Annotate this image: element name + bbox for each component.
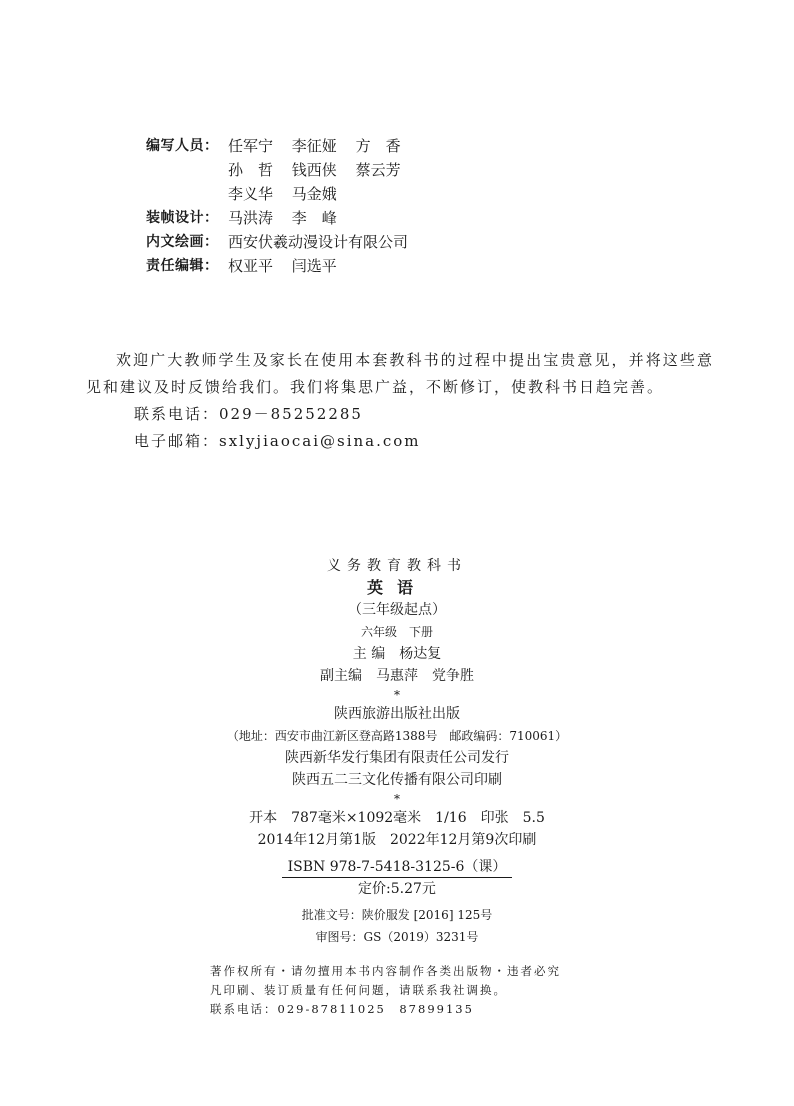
feedback-email: 电子邮箱：sxlyjiaocai@sina.com [134, 432, 421, 450]
credit-label: 装帧设计： [146, 210, 219, 226]
credit-row [146, 182, 422, 206]
credit-name: 西安伏羲动漫设计有限公司 [228, 233, 409, 251]
credit-name: 权亚平 [228, 257, 274, 275]
feedback-section [86, 347, 714, 455]
book-subtitle: （三年级起点） [348, 602, 446, 618]
credit-label [146, 158, 228, 182]
publisher: 陕西旅游出版社出版 [334, 706, 460, 722]
credit-row [146, 158, 422, 182]
credit-row [146, 134, 422, 158]
credit-label: 编写人员： [146, 138, 219, 154]
feedback-paragraph: 欢迎广大教师学生及家长在使用本套教科书的过程中提出宝贵意见，并将这些意见和建议及时反馈给我们。我们将集思广益，不断修订，使教科书日趋完善。 [86, 351, 714, 396]
separator-star: * [394, 688, 400, 702]
credit-name: 蔡云芳 [355, 161, 401, 179]
credit-row [146, 254, 422, 278]
isbn: ISBN 978-7-5418-3125-6（课） [282, 857, 513, 878]
chief-editor: 主 编 杨达复 [352, 646, 442, 662]
credit-names [228, 134, 415, 158]
approval-number: 批准文号：陕价服发 [2016] 125号 [301, 908, 493, 922]
series-name: 义务教育教科书 [327, 558, 467, 574]
credit-row [146, 230, 422, 254]
credit-label: 责任编辑： [146, 258, 219, 274]
copyright-line: 著作权所有・请勿擅用本书内容制作各类出版物・违者必究 [210, 964, 561, 978]
credit-name: 孙 哲 [228, 161, 274, 179]
credits-list [146, 134, 422, 278]
credit-names [228, 206, 351, 230]
copyright-notice [210, 962, 561, 1019]
credit-name: 李征娅 [291, 137, 337, 155]
feedback-phone: 联系电话：029－85252285 [134, 405, 363, 423]
credit-name: 方 香 [355, 137, 401, 155]
credit-name: 闫选平 [291, 257, 337, 275]
credit-name: 马洪涛 [228, 209, 274, 227]
printer: 陕西五二三文化传播有限公司印刷 [292, 772, 502, 788]
credit-name: 李 峰 [291, 209, 337, 227]
book-format: 开本 787毫米×1092毫米 1/16 印张 5.5 [249, 810, 545, 826]
grade-volume: 六年级 下册 [360, 625, 433, 639]
credit-name: 马金娥 [291, 185, 337, 203]
publisher-address: （地址：西安市曲江新区登高路1388号 邮政编码：710061） [226, 729, 568, 743]
edition-info: 2014年12月第1版 2022年12月第9次印刷 [257, 832, 537, 848]
credit-name: 钱西侠 [291, 161, 337, 179]
distributor: 陕西新华发行集团有限责任公司发行 [285, 750, 509, 766]
book-title: 英语 [366, 578, 427, 597]
copyright-line: 凡印刷、装订质量有任何问题，请联系我社调换。 [210, 983, 507, 997]
credit-label [146, 182, 228, 206]
map-review-number: 审图号：GS（2019）3231号 [315, 930, 479, 944]
separator-star: * [394, 792, 400, 806]
credit-names [228, 230, 422, 254]
credit-row [146, 206, 422, 230]
copyright-line: 联系电话：029-87811025 87899135 [210, 1002, 474, 1016]
credit-name: 李义华 [228, 185, 274, 203]
deputy-editors: 副主编 马惠萍 党争胜 [320, 668, 474, 684]
credit-name: 任军宁 [228, 137, 274, 155]
credit-names [228, 182, 351, 206]
price: 定价:5.27元 [358, 881, 436, 897]
imprint-block [0, 555, 794, 948]
credit-names [228, 158, 415, 182]
credit-label: 内文绘画： [146, 234, 219, 250]
credit-names [228, 254, 351, 278]
